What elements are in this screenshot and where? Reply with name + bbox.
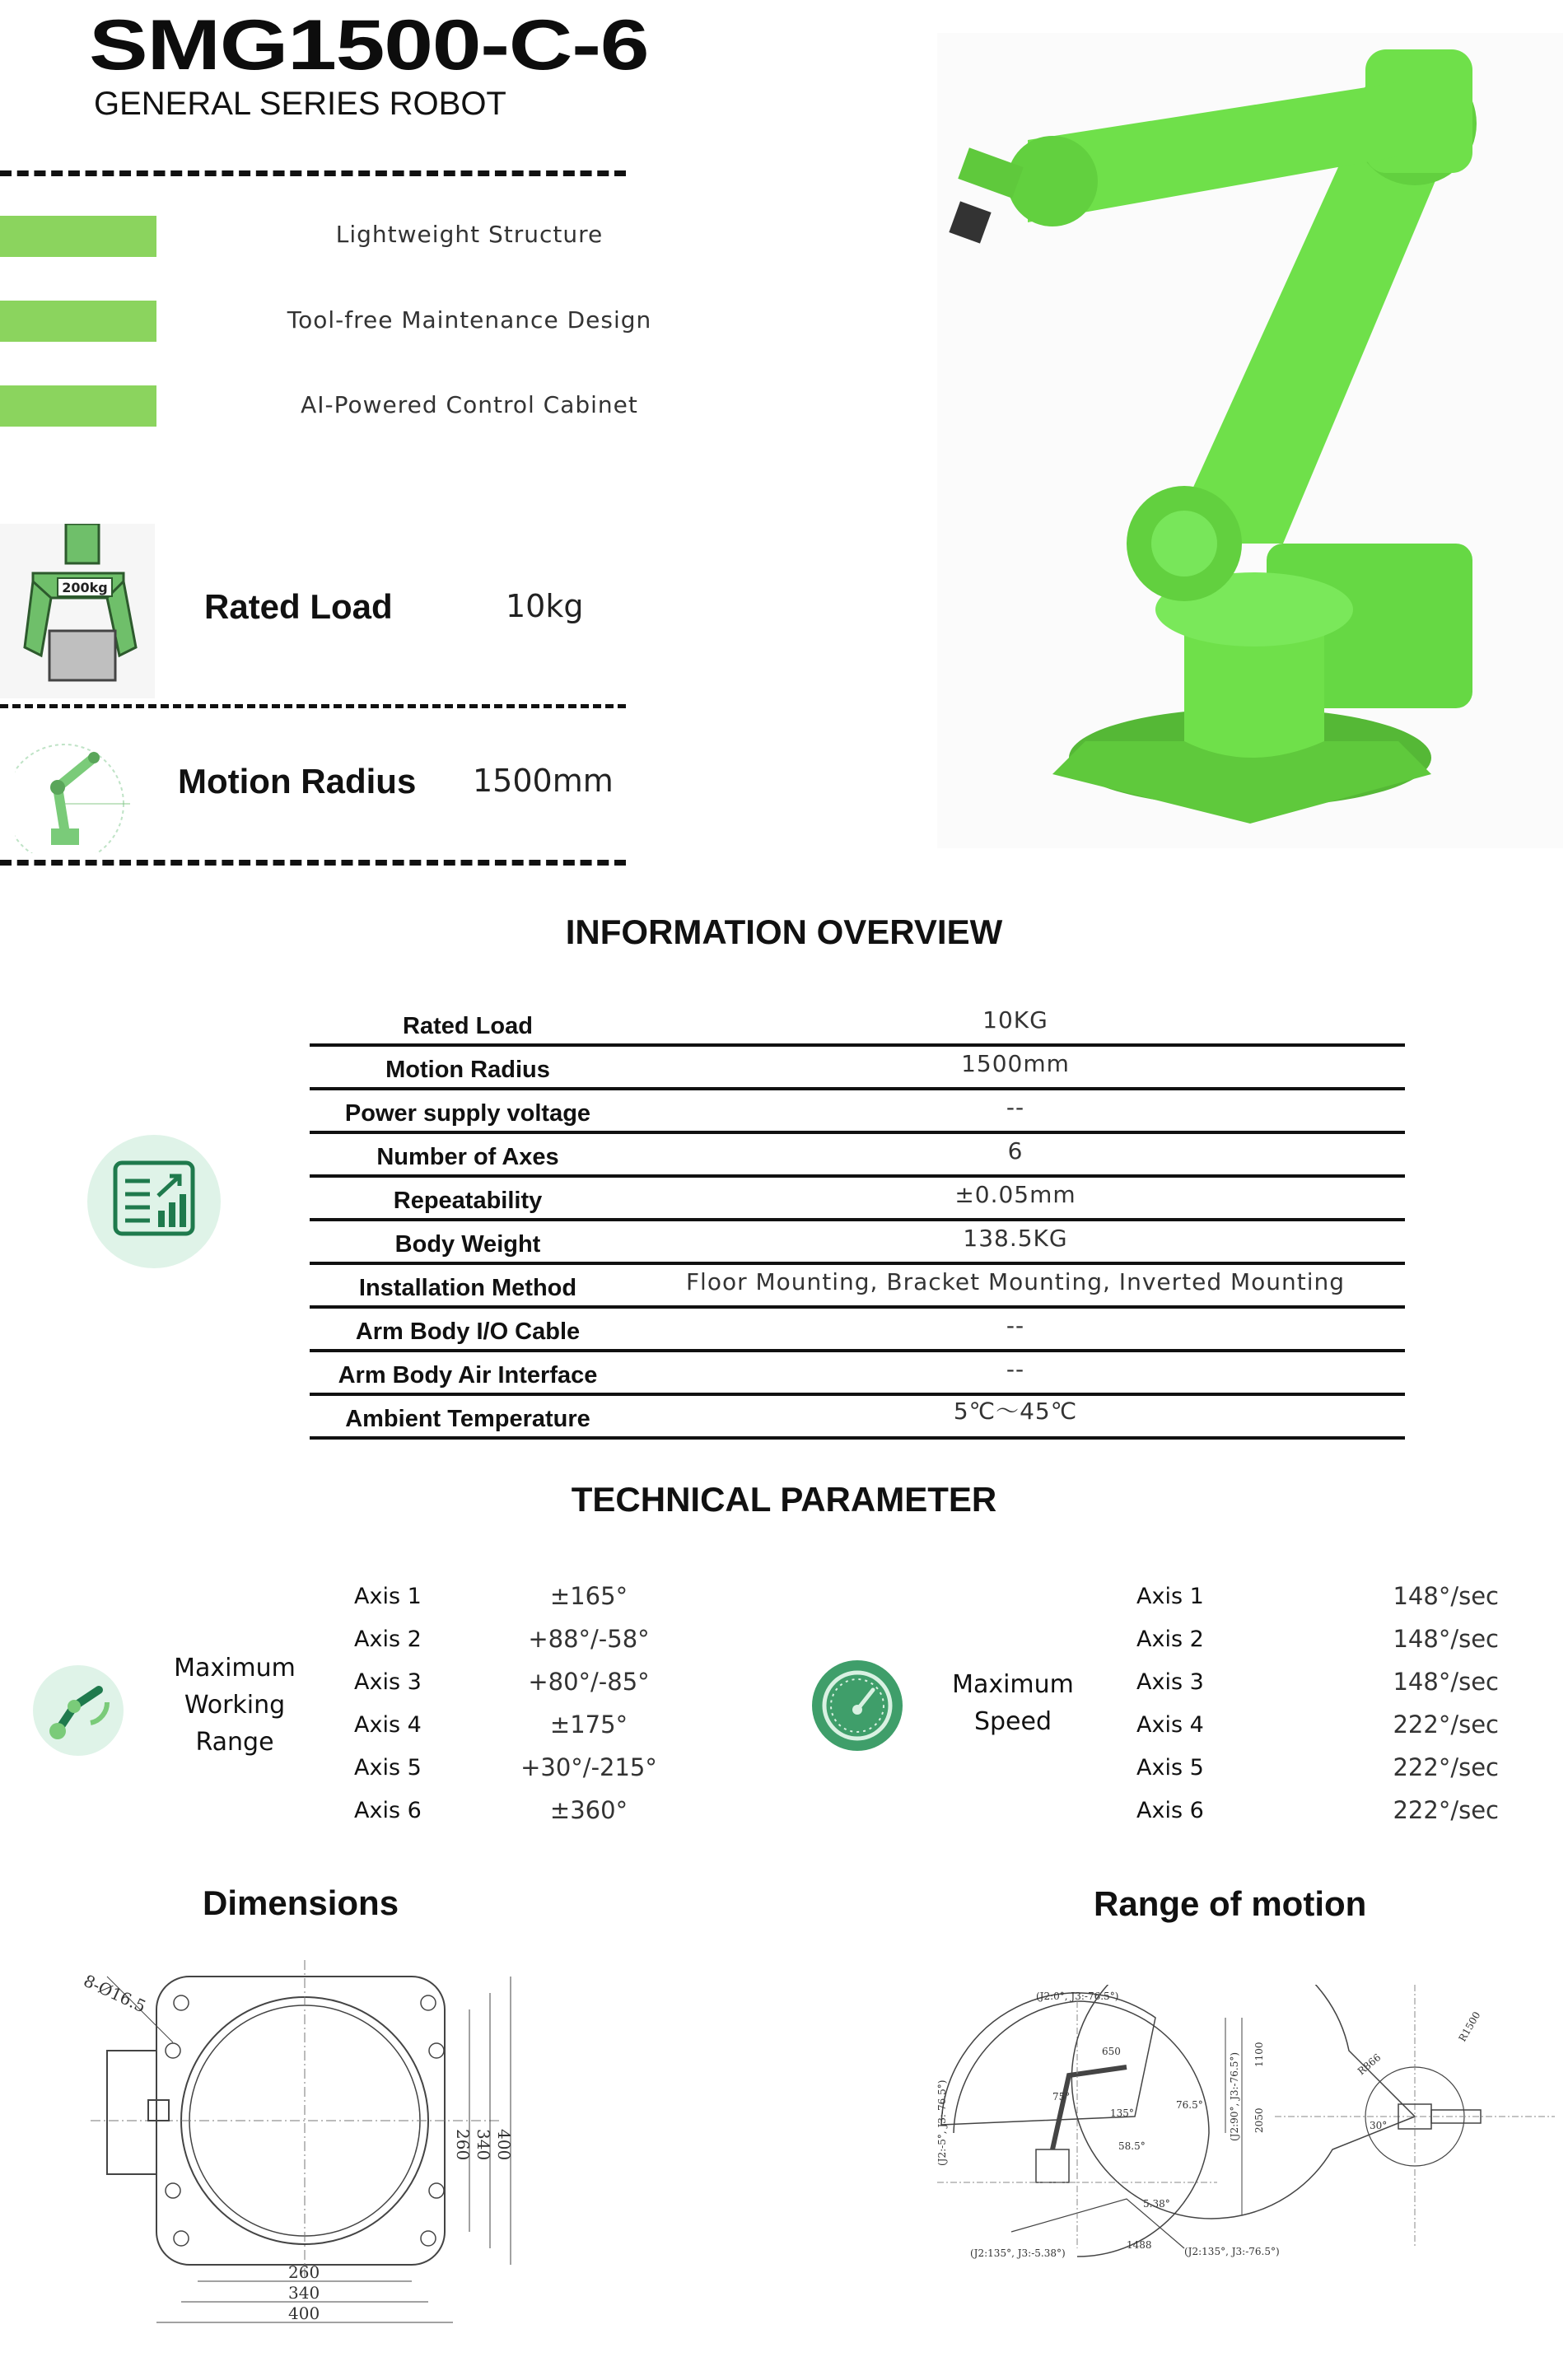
table-row	[310, 1003, 1405, 1047]
feature-bar	[0, 301, 156, 342]
row-name: Body Weight	[394, 1231, 541, 1258]
row-value: --	[1006, 1356, 1025, 1383]
list-item: Axis 2 148°/sec	[1136, 1625, 1499, 1653]
row-value: 6	[1007, 1137, 1024, 1164]
rom-bottom-right-label: (J2:135°, J3:-76.5°)	[1184, 2246, 1280, 2257]
rom-650: 650	[1102, 2046, 1121, 2057]
dim-h-400: 400	[288, 2303, 320, 2323]
dim-h-340: 340	[288, 2283, 320, 2303]
dim-v-400: 400	[494, 2129, 514, 2161]
table-row	[310, 1178, 1405, 1221]
list-item: Axis 6 ±360°	[354, 1796, 628, 1824]
motion-radius-value: 1500mm	[473, 763, 614, 799]
feature-bar	[0, 385, 156, 427]
rom-r1500: R1500	[1456, 2009, 1483, 2044]
feature-bar	[0, 216, 156, 257]
rom-1488: 1488	[1127, 2239, 1152, 2251]
rom-a75: 75°	[1052, 2091, 1071, 2103]
robot-arm-icon	[33, 1665, 124, 1756]
gripper-image	[0, 524, 155, 698]
row-name: Power supply voltage	[344, 1100, 591, 1127]
list-item: Axis 2 +88°/-58°	[354, 1625, 650, 1653]
dimensions-title: Dimensions	[203, 1883, 399, 1922]
table-row	[310, 1352, 1405, 1396]
rom-2050: 2050	[1253, 2107, 1265, 2133]
row-name: Arm Body Air Interface	[338, 1362, 598, 1389]
dimensions-drawing	[74, 1952, 552, 2347]
rom-bottom-left-label: (J2:135°, J3:-5.38°)	[970, 2247, 1066, 2259]
row-name: Installation Method	[358, 1275, 577, 1301]
table-row	[310, 1090, 1405, 1134]
row-value: ±0.05mm	[954, 1181, 1076, 1208]
list-item: Axis 6 222°/sec	[1136, 1796, 1499, 1824]
table-row	[310, 1047, 1405, 1090]
table-row	[310, 1265, 1405, 1309]
rom-a538: 5.38°	[1143, 2198, 1170, 2210]
rom-a76: 76.5°	[1176, 2099, 1203, 2111]
row-name: Number of Axes	[376, 1144, 559, 1170]
row-name: Arm Body I/O Cable	[355, 1319, 581, 1345]
rated-load-value: 10kg	[506, 588, 584, 624]
feature-label: AI-Powered Control Cabinet	[301, 391, 638, 418]
row-name: Ambient Temperature	[345, 1406, 590, 1432]
rom-r866: R866	[1355, 2051, 1384, 2078]
row-name: Repeatability	[393, 1188, 543, 1214]
overview-table	[310, 1003, 1405, 1440]
rom-top-label: (J2:0°, J3:-76.5°)	[1036, 1991, 1119, 2002]
row-value: 1500mm	[961, 1050, 1070, 1077]
rom-left-label: (J2:-5°, J3:-76.5°)	[937, 2079, 948, 2166]
range-of-motion-title: Range of motion	[1094, 1884, 1367, 1923]
dim-h-260: 260	[288, 2262, 320, 2282]
rom-a135: 135°	[1110, 2107, 1134, 2119]
feature-label: Lightweight Structure	[335, 221, 604, 248]
row-value: --	[1006, 1094, 1025, 1121]
table-row	[310, 1396, 1405, 1440]
table-row	[310, 1221, 1405, 1265]
rom-a30: 30°	[1370, 2120, 1388, 2131]
motion-radius-icon	[15, 721, 147, 853]
divider	[0, 860, 626, 866]
row-name: Motion Radius	[385, 1057, 550, 1083]
list-item: Axis 3 +80°/-85°	[354, 1668, 650, 1696]
working-range-label: Maximum Working Range	[174, 1654, 296, 1757]
report-chart-icon	[87, 1135, 221, 1268]
range-of-motion-drawing	[937, 1985, 1555, 2265]
table-row	[310, 1134, 1405, 1178]
speedometer-icon	[812, 1660, 903, 1751]
load-badge-text: 200kg	[62, 580, 108, 595]
list-item: Axis 5 222°/sec	[1136, 1753, 1499, 1781]
row-name: Rated Load	[403, 1013, 533, 1039]
rom-mid-right-label: (J2:90°, J3:-76.5°)	[1229, 2051, 1240, 2141]
overview-title: INFORMATION OVERVIEW	[565, 912, 1003, 951]
divider	[0, 170, 626, 176]
rated-load-label: Rated Load	[204, 587, 393, 626]
feature-label: Tool-free Maintenance Design	[287, 306, 652, 334]
technical-title: TECHNICAL PARAMETER	[571, 1480, 997, 1519]
divider	[0, 704, 626, 708]
speed-label: Maximum Speed	[952, 1670, 1074, 1736]
list-item: Axis 4 ±175°	[354, 1711, 628, 1739]
row-value: --	[1006, 1312, 1025, 1339]
speed-list	[1136, 1575, 1499, 1832]
motion-radius-label: Motion Radius	[178, 762, 417, 800]
working-range-list	[354, 1575, 700, 1832]
list-item: Axis 1 ±165°	[354, 1582, 628, 1610]
product-subtitle: GENERAL SERIES ROBOT	[94, 86, 506, 122]
rom-1100: 1100	[1253, 2042, 1265, 2067]
hole-label: 8-Ø16.5	[80, 1970, 149, 2017]
list-item: Axis 1 148°/sec	[1136, 1582, 1499, 1610]
row-value: 5℃～45℃	[953, 1398, 1078, 1425]
list-item: Axis 5 +30°/-215°	[354, 1753, 657, 1781]
list-item: Axis 4 222°/sec	[1136, 1711, 1499, 1739]
dim-v-340: 340	[474, 2129, 493, 2161]
row-value: 10KG	[982, 1006, 1048, 1034]
dim-v-260: 260	[453, 2129, 473, 2161]
row-value: 138.5KG	[963, 1225, 1068, 1252]
table-row	[310, 1309, 1405, 1352]
rom-a58: 58.5°	[1118, 2140, 1146, 2152]
row-value: Floor Mounting, Bracket Mounting, Inverted Mounting	[685, 1268, 1346, 1295]
list-item: Axis 3 148°/sec	[1136, 1668, 1499, 1696]
robot-arm-image	[937, 33, 1563, 848]
product-title: SMG1500-C-6	[89, 6, 649, 85]
